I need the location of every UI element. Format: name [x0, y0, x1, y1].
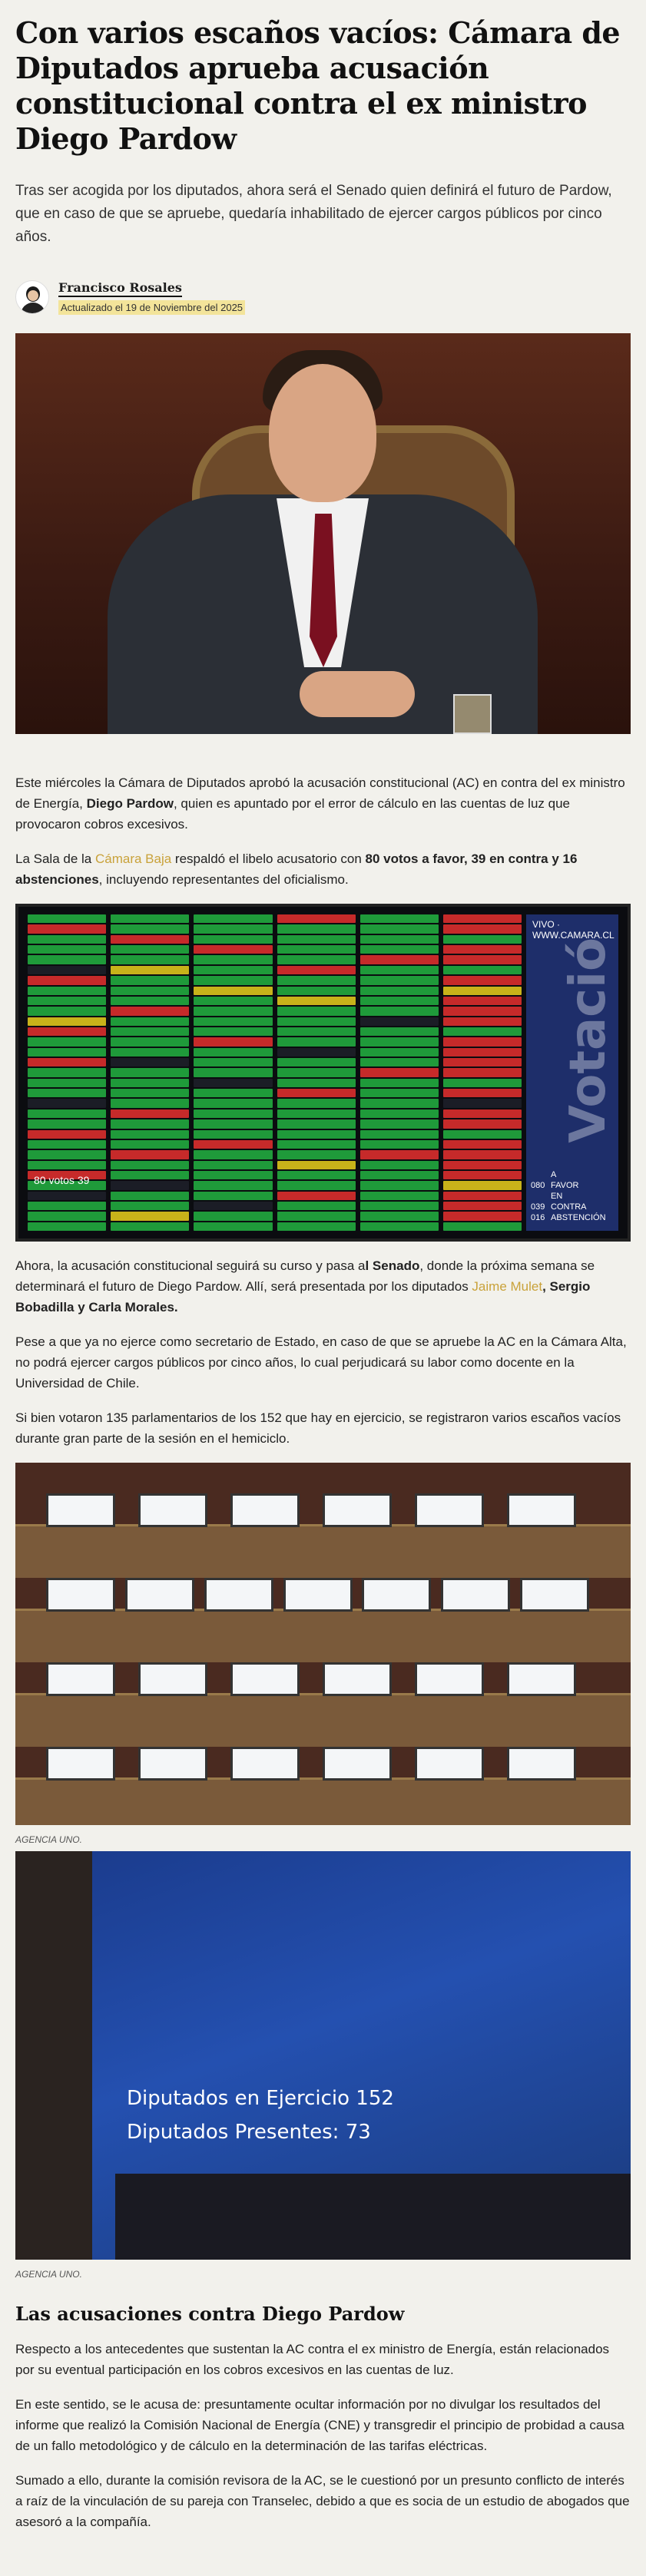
vote-board-summary: [526, 914, 618, 1231]
vote-board-photo: [15, 904, 631, 1242]
vote-column: [277, 914, 356, 1231]
article-lead: Tras ser acogida por los diputados, ahora será el Senado quien definirá el futuro de Pardow, que en caso de que se apruebe, quedaría inhabilitado de ejercer cargos públicos por cinco años.: [15, 183, 612, 245]
author-avatar[interactable]: [15, 280, 49, 314]
live-label: VIVO · WWW.CAMARA.CL: [532, 919, 615, 941]
paragraph-2: La Sala de la Cámara Baja respaldó el libelo acusatorio con 80 votos a favor, 39 en contra y 16 abstenciones, incluyendo representantes del oficialismo.: [15, 852, 578, 887]
votacion-label: Votació: [560, 937, 618, 1143]
section-paragraph-1: Respecto a los antecedentes que sustentan la AC contra el ex ministro de Energía, están relacionados por su eventual participación en los cobros excesivos en las cuentas de luz.: [15, 2342, 610, 2377]
vote-column: [360, 914, 439, 1231]
updated-date: Actualizado el 19 de Noviembre del 2025: [58, 300, 245, 315]
screen-photo: [15, 1851, 631, 2260]
section-paragraph-2: En este sentido, se le acusa de: presuntamente ocultar información por no divulgar los resultados del informe que realizó la Comisión Nacional de Energía (CNE) y transgredir el principio de probidad a causa de un fallo metodológico y de cálculo en la determinación de las tarifas eléctricas.: [15, 2397, 624, 2453]
vote-column: [194, 914, 272, 1231]
article-title: Con varios escaños vacíos: Cámara de Diputados aprueba acusación constitucional contra el ex ministro Diego Pardow: [15, 15, 621, 156]
photo-caption: AGENCIA UNO.: [15, 1834, 82, 1845]
paragraph-1: Este miércoles la Cámara de Diputados aprobó la acusación constitucional (AC) en contra del ex ministro de Energía, Diego Pardow, quien es apuntado por el error de cálculo en las cuentas de luz que provocaron cobros excesivos.: [15, 775, 625, 832]
paragraph-5: Si bien votaron 135 parlamentarios de los 152 que hay en ejercicio, se registraron varios escaños vacíos durante gran parte de la sesión en el hemiciclo.: [15, 1410, 621, 1446]
votes-overlay: 80 votos 39: [34, 1174, 90, 1186]
author-block: [15, 278, 631, 316]
author-name-link[interactable]: Francisco Rosales: [58, 280, 182, 297]
paragraph-4: Pese a que ya no ejerce como secretario de Estado, en caso de que se apruebe la AC en la Cámara Alta, no podrá ejercer cargos públicos por cinco años, lo cual perjudicará su labor como docente en la Universidad de Chile.: [15, 1334, 627, 1391]
section-heading: Las acusaciones contra Diego Pardow: [15, 2303, 405, 2325]
link-jaime-mulet[interactable]: Jaime Mulet: [472, 1279, 543, 1294]
vote-column: [443, 914, 522, 1231]
screen-text: Diputados en Ejercicio 152 Diputados Presentes: 73: [127, 2087, 394, 2144]
chamber-photo: [15, 1463, 631, 1825]
hero-photo: [15, 333, 631, 734]
section-paragraph-3: Sumado a ello, durante la comisión revisora de la AC, se le cuestionó por un presunto conflicto de interés a raíz de la vinculación de su pareja con Transelec, debido a que es socia de un estudio de abogados que asesoró a la compañía.: [15, 2473, 630, 2529]
vote-tally: 080A FAVOR 039EN CONTRA 016 ABSTENCIÓN: [531, 1170, 606, 1222]
link-camara-baja[interactable]: Cámara Baja: [94, 852, 172, 866]
photo-caption: AGENCIA UNO.: [15, 2269, 82, 2280]
vote-column: [111, 914, 189, 1231]
paragraph-3: Ahora, la acusación constitucional seguirá su curso y pasa al Senado, donde la próxima semana se determinará el futuro de Diego Pardow. Allí, será presentada por los diputados Jaime Mulet, Sergio Bobadilla y Carla Morales.: [15, 1258, 595, 1314]
